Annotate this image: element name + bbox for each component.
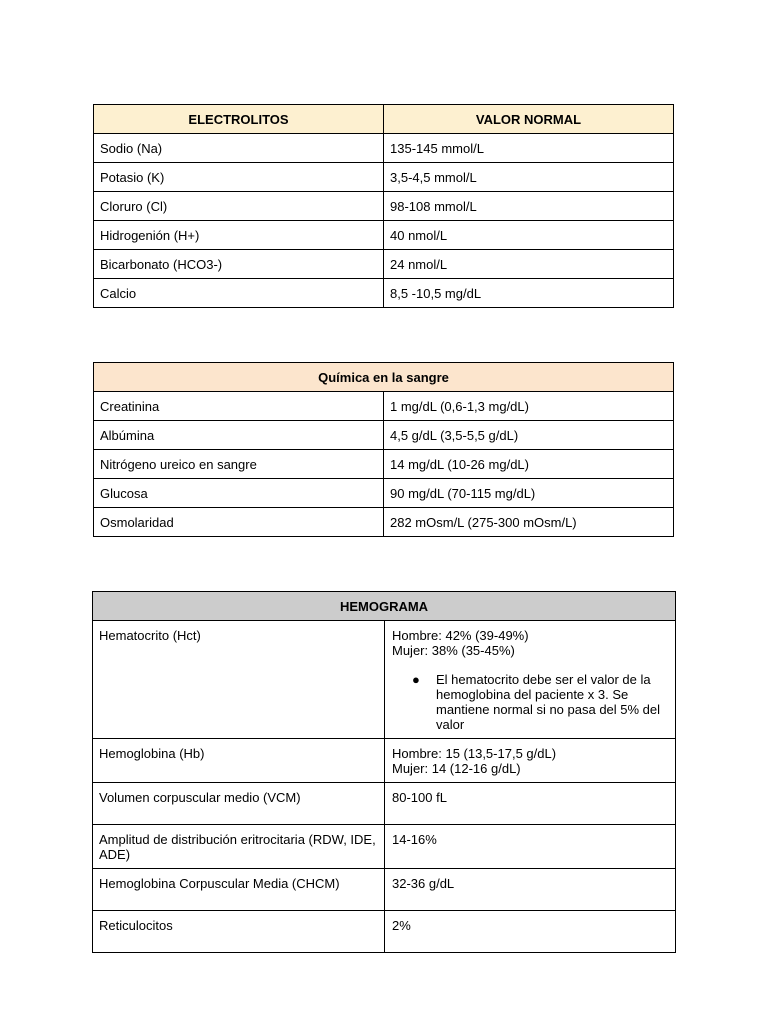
value-cell: 80-100 fL xyxy=(385,783,676,825)
value-cell: 40 nmol/L xyxy=(384,221,674,250)
parameter-cell: Sodio (Na) xyxy=(94,134,384,163)
table-row xyxy=(94,192,674,221)
table-row xyxy=(94,421,674,450)
table-row xyxy=(94,163,674,192)
value-line-hombre: Hombre: 15 (13,5-17,5 g/dL) xyxy=(392,746,557,761)
column-header: ELECTROLITOS xyxy=(94,105,384,134)
table-row xyxy=(93,621,676,739)
parameter-cell: Hemoglobina Corpuscular Media (CHCM) xyxy=(93,869,385,911)
table-row xyxy=(93,739,676,783)
value-cell: 135-145 mmol/L xyxy=(384,134,674,163)
parameter-cell: Cloruro (Cl) xyxy=(94,192,384,221)
value-cell: 4,5 g/dL (3,5-5,5 g/dL) xyxy=(384,421,674,450)
table-header-row xyxy=(94,363,674,392)
parameter-cell: Hematocrito (Hct) xyxy=(93,621,385,739)
table-row xyxy=(94,279,674,308)
parameter-cell: Calcio xyxy=(94,279,384,308)
hemograma-table xyxy=(92,591,676,953)
parameter-cell: Volumen corpuscular medio (VCM) xyxy=(93,783,385,825)
value-cell xyxy=(385,739,676,783)
bullet-icon: ● xyxy=(412,672,420,687)
table-row xyxy=(93,825,676,869)
parameter-cell: Nitrógeno ureico en sangre xyxy=(94,450,384,479)
parameter-cell: Bicarbonato (HCO3-) xyxy=(94,250,384,279)
electrolitos-table xyxy=(93,104,674,308)
value-line-mujer: Mujer: 14 (12-16 g/dL) xyxy=(392,761,521,776)
quimica-sangre-table xyxy=(93,362,674,537)
value-cell: 282 mOsm/L (275-300 mOsm/L) xyxy=(384,508,674,537)
value-cell: 98-108 mmol/L xyxy=(384,192,674,221)
parameter-cell: Hidrogenión (H+) xyxy=(94,221,384,250)
value-cell: 2% xyxy=(385,911,676,953)
value-cell: 90 mg/dL (70-115 mg/dL) xyxy=(384,479,674,508)
value-cell xyxy=(385,621,676,739)
table-title: Química en la sangre xyxy=(94,363,674,392)
table-header-row xyxy=(94,105,674,134)
table-row xyxy=(94,134,674,163)
table-row xyxy=(94,479,674,508)
table-header-row xyxy=(93,592,676,621)
table-row xyxy=(93,869,676,911)
value-cell: 1 mg/dL (0,6-1,3 mg/dL) xyxy=(384,392,674,421)
note-text: El hematocrito debe ser el valor de la hemoglobina del paciente x 3. Se mantiene normal si no pasa del 5% del valor xyxy=(436,672,661,732)
parameter-cell: Glucosa xyxy=(94,479,384,508)
parameter-cell: Albúmina xyxy=(94,421,384,450)
parameter-cell: Osmolaridad xyxy=(94,508,384,537)
table-row xyxy=(94,221,674,250)
table-row xyxy=(94,450,674,479)
parameter-cell: Creatinina xyxy=(94,392,384,421)
parameter-cell: Hemoglobina (Hb) xyxy=(93,739,385,783)
value-cell: 8,5 -10,5 mg/dL xyxy=(384,279,674,308)
table-row xyxy=(94,250,674,279)
column-header: VALOR NORMAL xyxy=(384,105,674,134)
value-cell: 14 mg/dL (10-26 mg/dL) xyxy=(384,450,674,479)
table-title: HEMOGRAMA xyxy=(93,592,676,621)
note-list-item xyxy=(412,672,669,732)
value-cell: 14-16% xyxy=(385,825,676,869)
table-row xyxy=(93,911,676,953)
value-line-hombre: Hombre: 42% (39-49%) xyxy=(392,628,529,643)
parameter-cell: Potasio (K) xyxy=(94,163,384,192)
table-row xyxy=(94,392,674,421)
value-cell: 3,5-4,5 mmol/L xyxy=(384,163,674,192)
parameter-cell: Reticulocitos xyxy=(93,911,385,953)
value-line-mujer: Mujer: 38% (35-45%) xyxy=(392,643,515,658)
table-row xyxy=(93,783,676,825)
value-cell: 24 nmol/L xyxy=(384,250,674,279)
value-cell: 32-36 g/dL xyxy=(385,869,676,911)
table-row xyxy=(94,508,674,537)
parameter-cell: Amplitud de distribución eritrocitaria (RDW, IDE, ADE) xyxy=(93,825,385,869)
